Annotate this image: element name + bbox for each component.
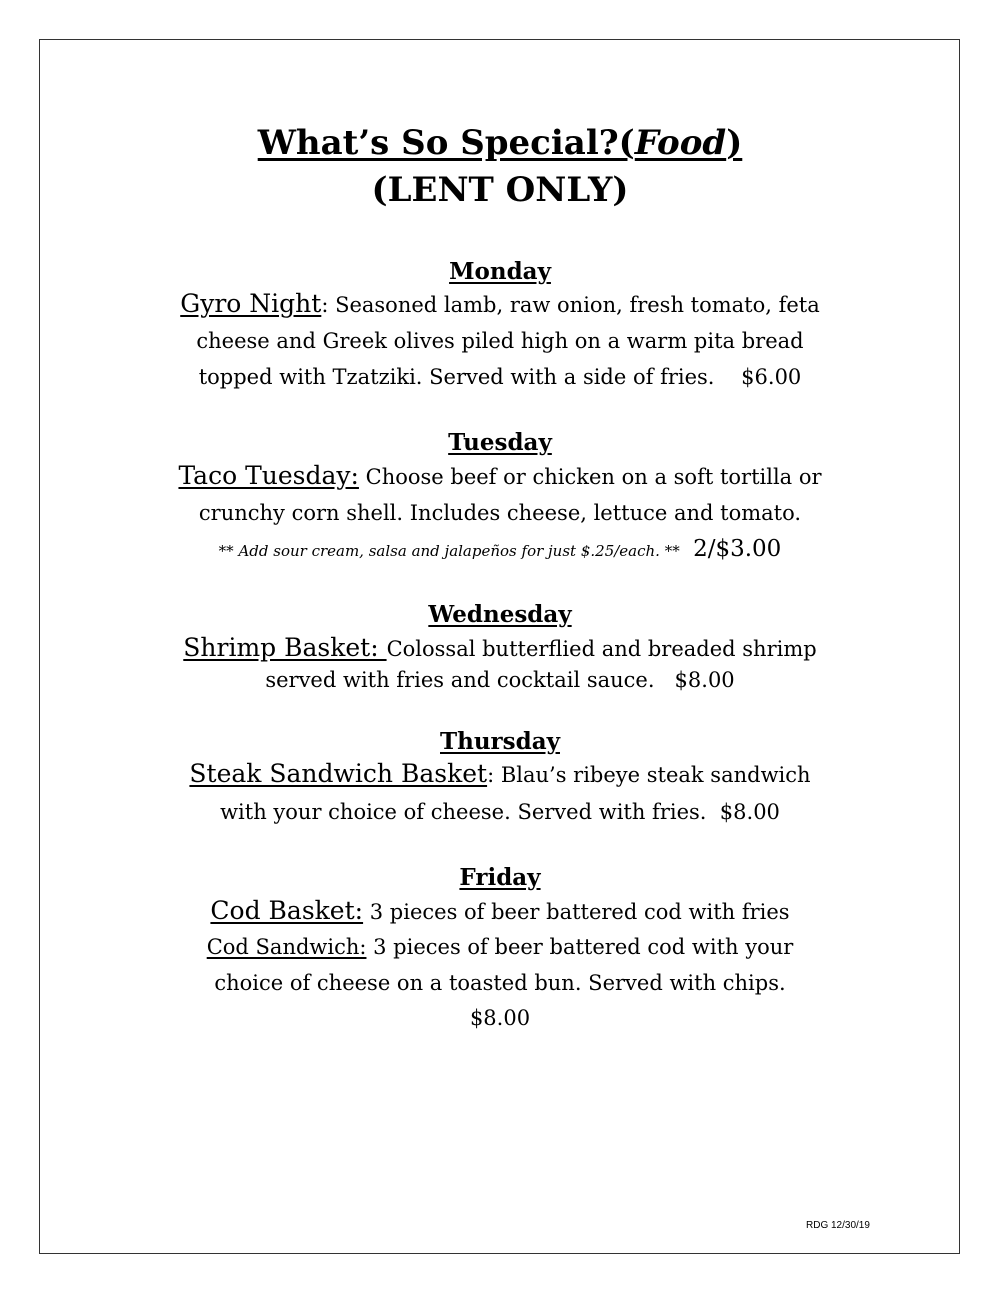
page-subtitle: (LENT ONLY) <box>371 170 629 210</box>
tuesday-note: ** Add sour cream, salsa and jalapeños for just $.25/each. ** <box>218 542 680 560</box>
day-heading-thursday: Thursday <box>440 728 560 755</box>
item-name-gyro-night: Gyro Night <box>180 289 322 318</box>
title-main: What’s So Special?( <box>257 123 635 163</box>
title-italic: Food <box>634 123 727 163</box>
item-name-shrimp-basket: Shrimp Basket: <box>183 633 387 662</box>
friday-desc-1: 3 pieces of beer battered cod with fries <box>363 900 790 924</box>
day-heading-friday: Friday <box>459 864 541 891</box>
thursday-line-1 <box>0 756 1000 793</box>
wednesday-desc-1: Colossal butterflied and breaded shrimp <box>386 637 817 661</box>
monday-line-3: topped with Tzatziki. Served with a side of fries. $6.00 <box>198 365 802 389</box>
tuesday-line-2: crunchy corn shell. Includes cheese, lettuce and tomato. <box>198 501 802 525</box>
monday-line-1 <box>0 286 1000 323</box>
item-name-steak-sandwich-basket: Steak Sandwich Basket <box>189 759 488 788</box>
item-name-cod-sandwich: Cod Sandwich: <box>206 935 367 959</box>
monday-line-2: cheese and Greek olives piled high on a warm pita bread <box>196 329 804 353</box>
thursday-desc-1: : Blau’s ribeye steak sandwich <box>487 763 811 787</box>
wednesday-line-2: served with fries and cocktail sauce. $8.00 <box>265 668 735 692</box>
thursday-line-2: with your choice of cheese. Served with fries. $8.00 <box>220 800 780 824</box>
friday-price: $8.00 <box>469 1006 531 1030</box>
friday-line-3: choice of cheese on a toasted bun. Served with chips. <box>214 971 786 995</box>
item-name-taco-tuesday: Taco Tuesday: <box>178 461 359 490</box>
friday-desc-2: 3 pieces of beer battered cod with your <box>366 935 794 959</box>
day-heading-wednesday: Wednesday <box>428 601 572 628</box>
title-close: ) <box>726 123 743 163</box>
page-title <box>0 121 1000 165</box>
day-heading-monday: Monday <box>449 258 551 285</box>
tuesday-line-1 <box>0 458 1000 495</box>
friday-line-1 <box>0 893 1000 930</box>
monday-desc-1: : Seasoned lamb, raw onion, fresh tomato, feta <box>321 293 820 317</box>
item-name-cod-basket: Cod Basket: <box>210 896 364 925</box>
tuesday-line-3 <box>0 531 1000 569</box>
tuesday-desc-1: Choose beef or chicken on a soft tortilla or <box>358 465 822 489</box>
document-stamp: RDG 12/30/19 <box>806 1220 870 1231</box>
tuesday-price: 2/$3.00 <box>693 536 782 562</box>
friday-line-2 <box>0 929 1000 965</box>
day-heading-tuesday: Tuesday <box>448 429 552 456</box>
